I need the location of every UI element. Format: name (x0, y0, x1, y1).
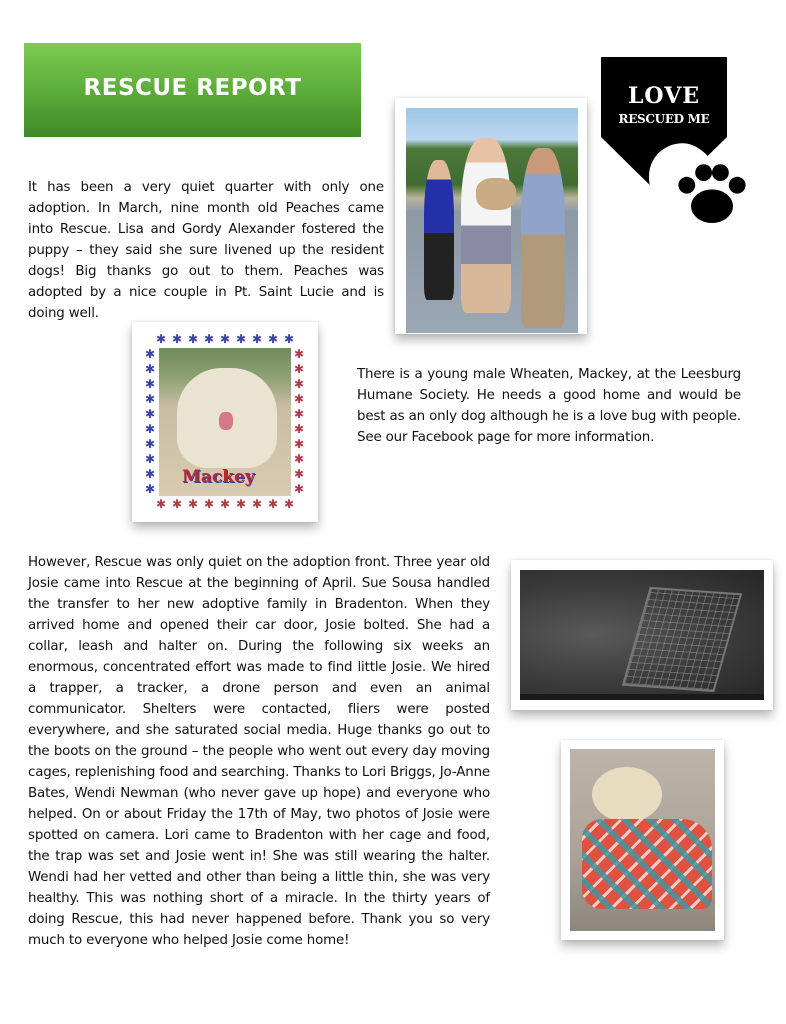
flower-decoration: ✱ (294, 437, 305, 451)
flower-decoration: ✱ (188, 497, 199, 510)
flower-decoration: ✱ (294, 347, 305, 361)
flower-decoration: ✱ (284, 332, 295, 346)
person-center (461, 138, 511, 313)
flower-decoration: ✱ (204, 497, 215, 510)
flower-decoration: ✱ (145, 362, 156, 376)
josie-paragraph: However, Rescue was only quiet on the adoption front. Three year old Josie came into Rescue at the beginning of April. Sue Sousa handled the transfer to her new adoptive family in Bradenton. When they arrived home and opened their car door, Josie bolted. She had a collar, leash and halter on. During the following six weeks an enormous, concentrated effort was made to find little Josie. We hired a trapper, a tracker, a drone person and even an animal communicator. Shelters were contacted, fliers were posted everywhere, and she saturated social media. Huge thanks go out to the boots on the ground – the people who went out every day moving cages, replenishing food and searching. Thanks to Lori Briggs, Jo-Anne Bates, Wendi Newman (who never gave up hope) and everyone who helped. On or about Friday the 17th of May, two photos of Josie were spotted on camera. Lori came to Bradenton with her cage and food, the trap was set and Josie went in! She was still wearing the halter. Wendi had her vetted and other than being a little thin, she was very healthy. This was nothing short of a miracle. In the thirty years of doing Rescue, this had never happened before. Thank you so very much to everyone who helped Josie come home! (28, 555, 490, 949)
flower-decoration: ✱ (145, 347, 156, 361)
person-left (424, 160, 454, 300)
flower-decoration: ✱ (204, 332, 215, 346)
josie-dog (592, 767, 662, 822)
flower-decoration: ✱ (145, 437, 156, 451)
flower-decoration: ✱ (294, 482, 305, 496)
trap-cage (622, 587, 742, 692)
mackey-caption: Mackey (182, 467, 255, 487)
flower-decoration: ✱ (268, 332, 279, 346)
adopters-photo (406, 108, 578, 333)
flower-decoration: ✱ (145, 422, 156, 436)
josie-photo (570, 749, 715, 931)
flower-decoration: ✱ (156, 497, 167, 510)
flower-decoration: ✱ (284, 497, 295, 510)
badge-line-rescued-me: RESCUED ME (618, 112, 710, 126)
love-rescued-me-badge (601, 57, 727, 199)
flower-decoration: ✱ (145, 392, 156, 406)
blanket (582, 819, 712, 909)
adopters-photo-frame (395, 98, 587, 334)
flower-decoration: ✱ (294, 452, 305, 466)
flower-decoration: ✱ (172, 332, 183, 346)
flower-decoration: ✱ (268, 497, 279, 510)
flower-decoration: ✱ (145, 482, 156, 496)
flower-decoration: ✱ (294, 392, 305, 406)
person-right (521, 148, 565, 328)
badge-line-love: LOVE (627, 83, 701, 109)
mackey-paragraph: There is a young male Wheaten, Mackey, at the Leesburg Humane Society. He needs a good home and would be best as an only dog although he is a love bug with people. See our Facebook page for more information. (357, 367, 741, 446)
trail-cam-photo (520, 570, 764, 700)
flower-decoration: ✱ (156, 332, 167, 346)
flower-decoration: ✱ (145, 377, 156, 391)
flower-decoration: ✱ (236, 497, 247, 510)
flower-decoration: ✱ (236, 332, 247, 346)
flower-decoration: ✱ (252, 332, 263, 346)
flower-decoration: ✱ (252, 497, 263, 510)
flower-decoration: ✱ (220, 497, 231, 510)
flower-decoration: ✱ (294, 422, 305, 436)
mackey-photo-frame (132, 322, 318, 522)
paw-heart-icon (649, 131, 775, 273)
mackey-photo (142, 330, 308, 510)
flower-decoration: ✱ (145, 407, 156, 421)
flower-decoration: ✱ (220, 332, 231, 346)
josie-photo-frame (561, 740, 724, 940)
peaches-paragraph: It has been a very quiet quarter with only one adoption. In March, nine month old Peaches came into Rescue. Lisa and Gordy Alexander fostered the puppy – they said she sure livened up the resident dogs! Big thanks go out to them. Peaches was adopted by a nice couple in Pt. Saint Lucie and is doing well. (28, 180, 384, 322)
puppy-peaches (476, 178, 516, 210)
flower-decoration: ✱ (145, 452, 156, 466)
trail-cam-photo-frame (511, 560, 773, 710)
camera-info-bar (520, 694, 764, 700)
flower-decoration: ✱ (294, 377, 305, 391)
flower-decoration: ✱ (188, 332, 199, 346)
flower-decoration: ✱ (172, 497, 183, 510)
flower-decoration: ✱ (294, 407, 305, 421)
flower-decoration: ✱ (294, 467, 305, 481)
page-title: RESCUE REPORT (83, 75, 302, 101)
flower-decoration: ✱ (294, 362, 305, 376)
rescue-report-banner (24, 43, 361, 137)
flower-decoration: ✱ (145, 467, 156, 481)
